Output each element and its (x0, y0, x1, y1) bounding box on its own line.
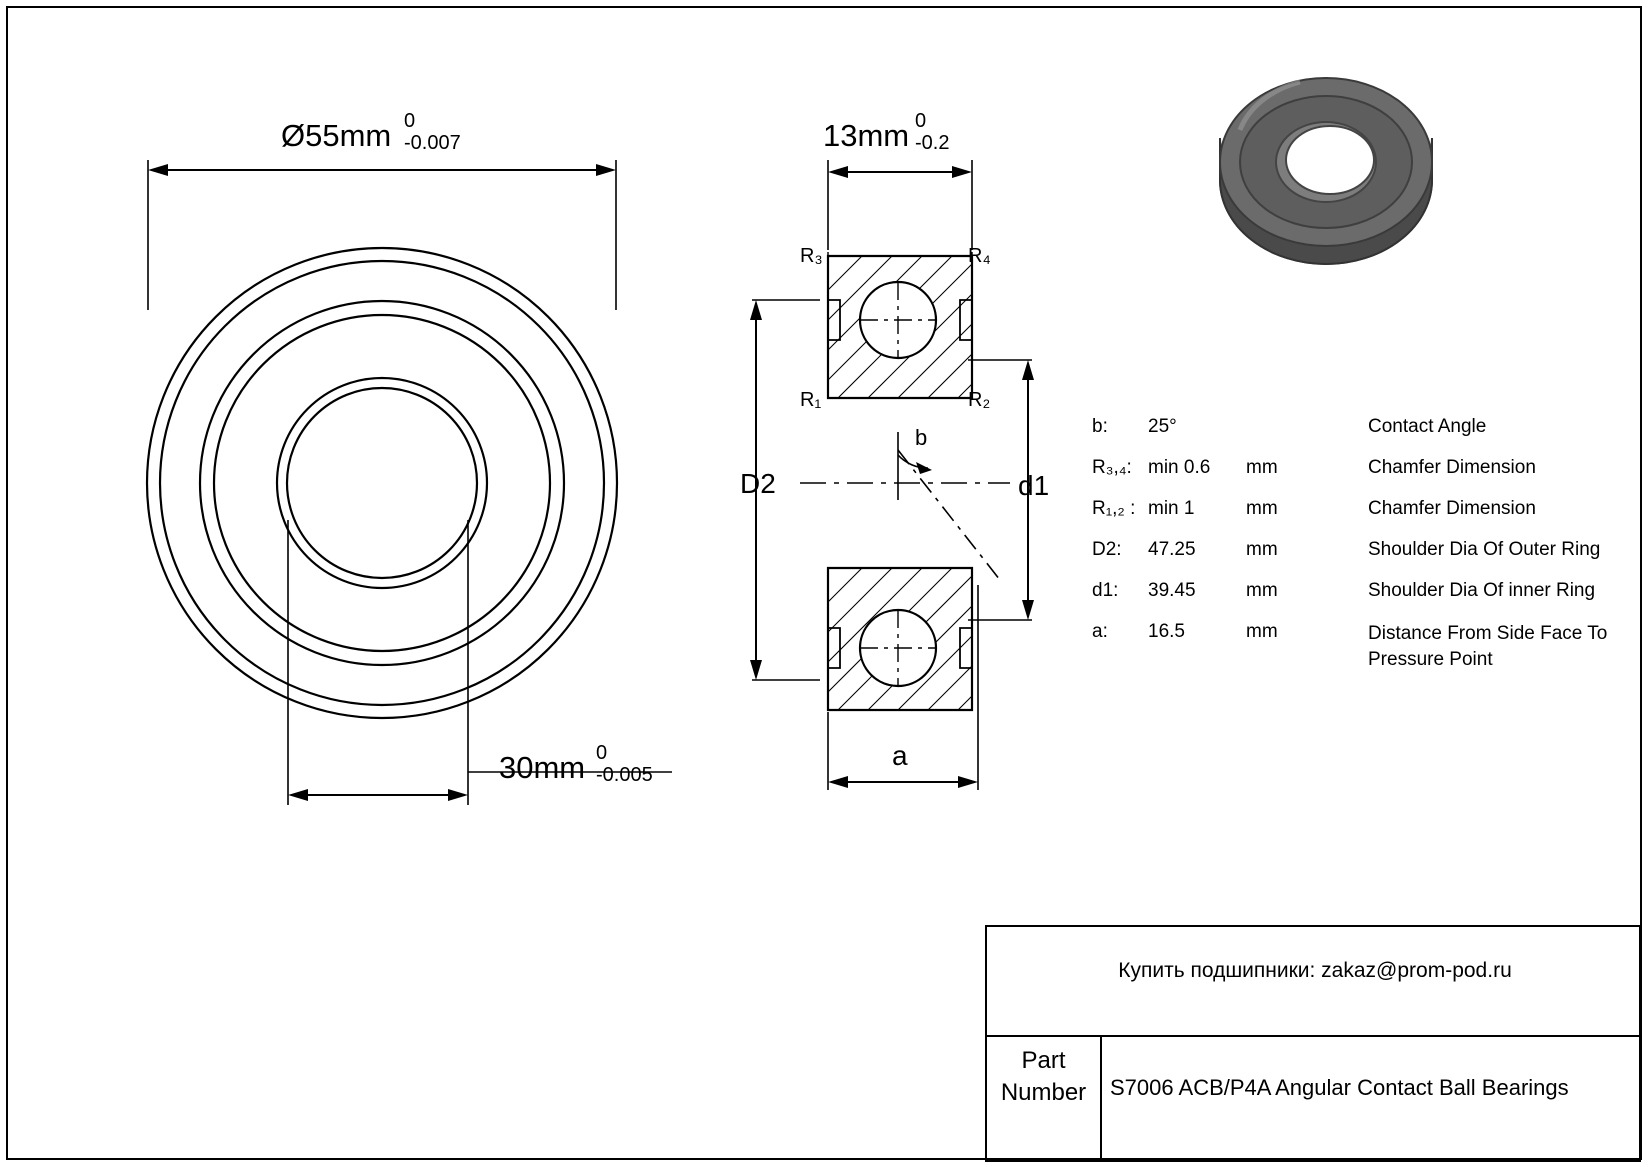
part-number-value: S7006 ACB/P4A Angular Contact Ball Bearings (1110, 1075, 1569, 1100)
shoulder-outer-circle (200, 301, 564, 665)
bore-tol-lower: -0.005 (596, 764, 653, 786)
bearing-3d-render (1220, 78, 1432, 264)
label-a: a (892, 740, 908, 771)
spec-unit: mm (1246, 621, 1278, 642)
seal-groove-upper-left (828, 300, 840, 340)
bore-outer-circle (277, 378, 487, 588)
label-r3: R₃ (800, 245, 823, 267)
bore-arrow-left (288, 789, 308, 801)
spec-description: Shoulder Dia Of Outer Ring (1368, 539, 1601, 560)
bore-tol-upper: 0 (596, 742, 608, 764)
spec-unit (1246, 412, 1366, 451)
bore-arrow-right (448, 789, 468, 801)
table-row (1092, 535, 1628, 574)
outer-ring-inner-circle (160, 261, 604, 705)
part-number-label (987, 1045, 1100, 1109)
part-label-line2: Number (1000, 1079, 1087, 1106)
bore-dimension-label: 30mm (499, 750, 586, 785)
part-label-line1: Part (1021, 1047, 1066, 1074)
spec-value: 39.45 (1148, 580, 1196, 601)
width-tol-upper: 0 (915, 110, 927, 132)
od-dimension-label: Ø55mm (281, 118, 392, 153)
spec-symbol: R₁,₂ : (1092, 498, 1136, 519)
spec-unit: mm (1246, 498, 1278, 519)
spec-value: min 1 (1148, 498, 1195, 519)
d1-arrow-bottom (1022, 600, 1034, 620)
table-row (1092, 453, 1628, 492)
width-arrow-right (952, 166, 972, 178)
spec-symbol: D2: (1092, 539, 1122, 560)
spec-value: min 0.6 (1148, 457, 1211, 478)
od-tol-upper: 0 (404, 110, 416, 132)
specification-table (1090, 410, 1630, 688)
bore-inner-circle (287, 388, 477, 578)
table-row (1092, 494, 1628, 533)
outer-ring-outer-circle (147, 248, 617, 718)
spec-description: Chamfer Dimension (1368, 498, 1536, 519)
spec-unit: mm (1246, 539, 1278, 560)
a-arrow-right (958, 776, 978, 788)
spec-description: Contact Angle (1368, 416, 1487, 437)
title-block (985, 925, 1641, 1162)
label-r2: R₂ (968, 389, 991, 411)
d2-arrow-bottom (750, 660, 762, 680)
od-tol-lower: -0.007 (404, 132, 461, 154)
label-r4: R₄ (968, 245, 991, 267)
table-row (1092, 617, 1628, 686)
table-row (1092, 412, 1628, 451)
label-d2: D2 (740, 468, 776, 499)
spec-unit: mm (1246, 457, 1278, 478)
contact-angle-line (898, 450, 1000, 580)
label-r1: R₁ (800, 389, 822, 411)
spec-value: 16.5 (1148, 621, 1185, 642)
d1-arrow-top (1022, 360, 1034, 380)
spec-value: 25° (1148, 416, 1177, 437)
spec-symbol: d1: (1092, 580, 1119, 601)
spec-unit: mm (1246, 580, 1278, 601)
spec-description: Shoulder Dia Of inner Ring (1368, 580, 1596, 601)
width-tol-lower: -0.2 (915, 132, 950, 154)
width-dimension-label: 13mm (823, 118, 910, 153)
a-arrow-left (828, 776, 848, 788)
table-row (1092, 576, 1628, 615)
shoulder-inner-circle (214, 315, 550, 651)
seal-groove-lower-left (828, 628, 840, 668)
od-arrow-left (148, 164, 168, 176)
spec-value: 47.25 (1148, 539, 1196, 560)
contact-angle-arrow (916, 462, 932, 474)
d2-arrow-top (750, 300, 762, 320)
spec-symbol: R₃,₄: (1092, 457, 1132, 478)
label-b: b (915, 425, 928, 450)
label-d1: d1 (1018, 470, 1050, 501)
od-arrow-right (596, 164, 616, 176)
title-block-divider (1100, 1037, 1102, 1162)
spec-description: Chamfer Dimension (1368, 457, 1536, 478)
seal-groove-lower-right (960, 628, 972, 668)
width-arrow-left (828, 166, 848, 178)
contact-email-line: Купить подшипники: zakaz@prom-pod.ru (1118, 959, 1512, 982)
spec-symbol: a: (1092, 621, 1108, 642)
spec-description: Distance From Side Face To Pressure Point (1368, 623, 1608, 670)
spec-symbol: b: (1092, 416, 1108, 437)
